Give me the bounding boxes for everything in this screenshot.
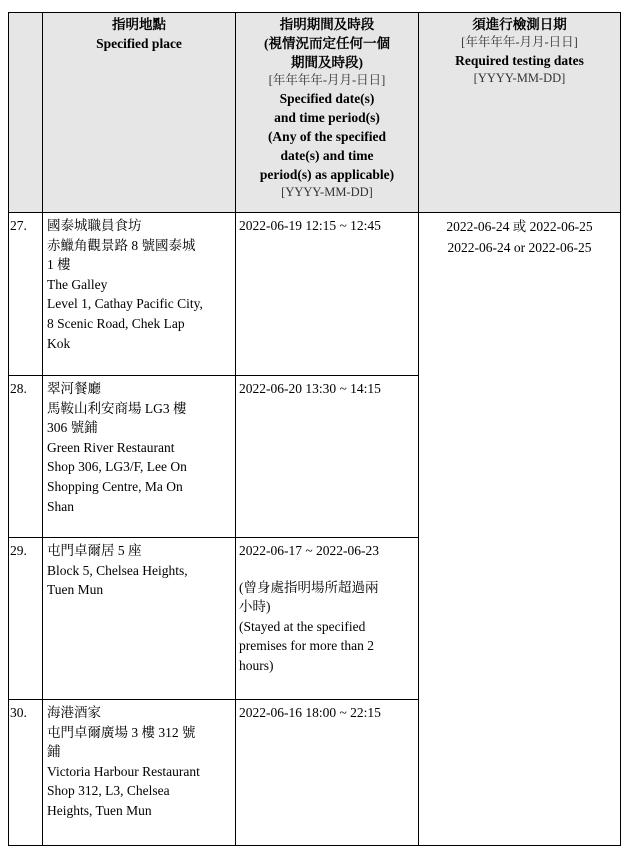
header-dates-cell [419,13,621,213]
place-line: Green River Restaurant [47,439,175,455]
period-cell [236,700,419,846]
place-line: Victoria Harbour Restaurant [47,763,200,779]
place-line: The Galley [47,276,108,292]
period-line: 2022-06-19 12:15 ~ 12:45 [239,218,381,233]
row-number: 28. [9,376,43,538]
header-place-en: Specified place [96,36,182,51]
row-number: 30. [9,700,43,846]
period-cell [236,538,419,700]
period-note-line: premises for more than 2 [239,638,374,654]
header-place-cell [43,13,236,213]
place-line: 赤鱲角觀景路 8 號國泰城 [47,237,196,253]
header-period-cell [236,13,419,213]
place-line: 8 Scenic Road, Chek Lap [47,315,185,331]
period-line: 2022-06-20 13:30 ~ 14:15 [239,381,381,396]
header-place-zh: 指明地點 [112,17,166,32]
header-period-zh-2: (視情況而定任何一個 [264,36,390,51]
header-period-en-4: date(s) and time [280,148,374,163]
header-period-format-en: [YYYY-MM-DD] [281,185,373,199]
period-cell [236,213,419,376]
header-dates-format-en: [YYYY-MM-DD] [473,71,566,85]
testing-dates-en: 2022-06-24 or 2022-06-25 [447,240,592,255]
place-line: 屯門卓爾廣場 3 樓 312 號 [47,724,196,740]
place-line: 306 號鋪 [47,420,98,436]
header-period-zh-3: 期間及時段) [291,55,363,70]
period-note-line: hours) [239,657,274,673]
place-line: 國泰城職員食坊 [47,218,142,233]
place-line: Shop 312, L3, Chelsea [47,783,170,799]
header-dates-zh: 須進行檢測日期 [472,17,567,32]
header-period-format-zh: [年年年年-月月-日日] [268,73,386,87]
specified-places-table [8,12,621,846]
header-period-en-5: period(s) as applicable) [259,167,395,182]
place-cell [43,538,236,700]
header-dates-format-zh: [年年年年-月月-日日] [461,35,578,49]
table-row [9,213,621,376]
place-line: 馬鞍山利安商場 LG3 樓 [47,400,187,416]
place-line: Shan [47,498,74,514]
place-line: 鋪 [47,744,61,760]
place-line: 海港酒家 [47,705,101,720]
place-cell [43,376,236,538]
place-line: 屯門卓爾居 5 座 [47,543,142,558]
header-period-en-1: Specified date(s) [279,91,375,106]
place-line: Shop 306, LG3/F, Lee On [47,459,187,475]
header-dates-en: Required testing dates [455,53,584,68]
testing-dates-cell [419,213,621,846]
testing-dates-zh: 2022-06-24 或 2022-06-25 [446,219,593,234]
header-period-en-3: (Any of the specified [267,129,387,144]
header-period-en-2: and time period(s) [274,110,380,125]
period-line: 2022-06-16 18:00 ~ 22:15 [239,705,381,720]
period-line: 2022-06-17 ~ 2022-06-23 [239,543,380,558]
place-line: Kok [47,335,71,351]
period-cell [236,376,419,538]
row-number: 29. [9,538,43,700]
place-line: Shopping Centre, Ma On [47,478,183,494]
place-line: 翠河餐廳 [47,381,101,396]
period-note-line: (曾身處指明場所超過兩 [239,579,379,595]
header-period-zh-1: 指明期間及時段 [279,17,375,32]
place-line: Block 5, Chelsea Heights, [47,562,188,578]
period-note-line: 小時) [239,599,271,615]
place-cell [43,700,236,846]
period-note-line: (Stayed at the specified [239,618,366,634]
place-line: Level 1, Cathay Pacific City, [47,296,203,312]
place-line: 1 樓 [47,257,71,273]
place-line: Tuen Mun [47,582,104,598]
header-row [9,13,621,213]
place-line: Heights, Tuen Mun [47,802,152,818]
place-cell [43,213,236,376]
header-num-cell [9,13,43,213]
row-number: 27. [9,213,43,376]
